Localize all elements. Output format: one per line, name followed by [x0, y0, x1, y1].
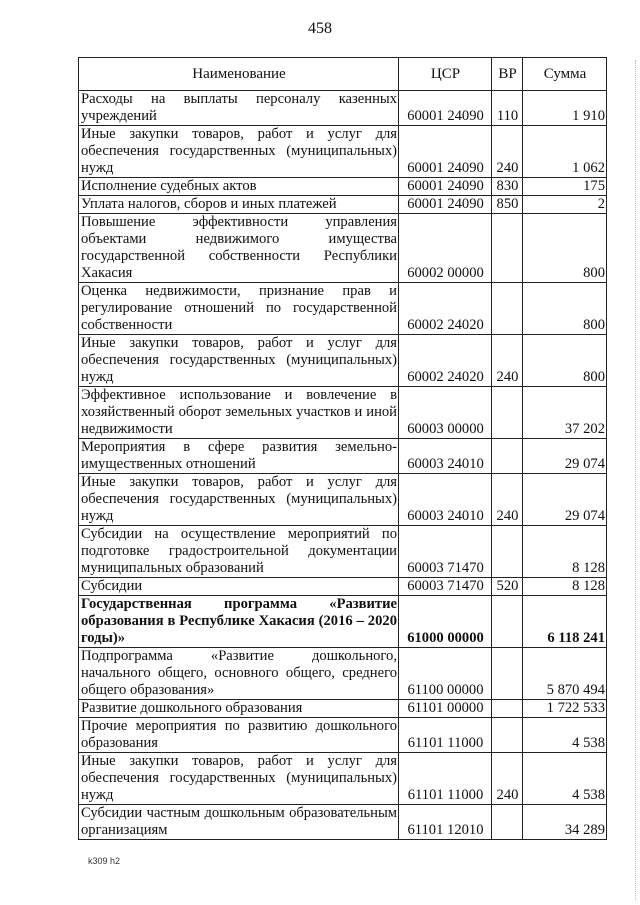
column-header-name: Наименование — [79, 58, 399, 91]
cell-vr: 240 — [492, 335, 523, 387]
table-row — [79, 126, 607, 178]
cell-csr: 60003 24010 — [399, 439, 492, 474]
column-header-sum: Сумма — [523, 58, 607, 91]
table-row — [79, 526, 607, 578]
cell-vr: 110 — [492, 91, 523, 126]
cell-sum: 1 722 533 — [523, 700, 607, 718]
cell-csr: 61100 00000 — [399, 648, 492, 700]
cell-name: Расходы на выплаты персоналу казенных учреждений — [79, 91, 399, 126]
cell-vr — [492, 439, 523, 474]
cell-name: Исполнение судебных актов — [79, 178, 399, 196]
cell-name: Эффективное использование и вовлечение в хозяйственный оборот земельных участков и иной недвижимости — [79, 387, 399, 439]
table-row — [79, 805, 607, 840]
cell-name: Субсидии на осуществление мероприятий по подготовке градостроительной документации муниципальных образований — [79, 526, 399, 578]
cell-name: Развитие дошкольного образования — [79, 700, 399, 718]
cell-sum: 1 910 — [523, 91, 607, 126]
table-row — [79, 700, 607, 718]
footer-document-code: k309 h2 — [88, 856, 121, 866]
cell-csr: 61000 00000 — [399, 596, 492, 648]
cell-vr — [492, 805, 523, 840]
table-row — [79, 578, 607, 596]
cell-name: Государственная программа «Развитие образования в Республике Хакасия (2016 – 2020 годы)» — [79, 596, 399, 648]
table-row — [79, 718, 607, 753]
cell-name: Иные закупки товаров, работ и услуг для обеспечения государственных (муниципальных) нужд — [79, 753, 399, 805]
cell-csr: 61101 11000 — [399, 753, 492, 805]
table-row — [79, 91, 607, 126]
cell-csr: 60003 71470 — [399, 526, 492, 578]
cell-csr: 60001 24090 — [399, 196, 492, 214]
page-number: 458 — [308, 20, 332, 37]
cell-vr — [492, 214, 523, 283]
cell-vr: 520 — [492, 578, 523, 596]
cell-sum: 4 538 — [523, 718, 607, 753]
table-row — [79, 214, 607, 283]
cell-name: Иные закупки товаров, работ и услуг для обеспечения государственных (муниципальных) нужд — [79, 126, 399, 178]
column-header-vr: ВР — [492, 58, 523, 91]
cell-csr: 60002 24020 — [399, 335, 492, 387]
table-row — [79, 283, 607, 335]
cell-sum: 5 870 494 — [523, 648, 607, 700]
column-header-csr: ЦСР — [399, 58, 492, 91]
cell-name: Оценка недвижимости, признание прав и регулирование отношений по государственной собственности — [79, 283, 399, 335]
table-row — [79, 439, 607, 474]
cell-sum: 8 128 — [523, 578, 607, 596]
cell-name: Повышение эффективности управления объектами недвижимого имущества государственной собственности Республики Хакасия — [79, 214, 399, 283]
cell-name: Прочие мероприятия по развитию дошкольного образования — [79, 718, 399, 753]
cell-sum: 29 074 — [523, 474, 607, 526]
cell-csr: 60001 24090 — [399, 126, 492, 178]
cell-name: Иные закупки товаров, работ и услуг для обеспечения государственных (муниципальных) нужд — [79, 335, 399, 387]
table-row — [79, 753, 607, 805]
cell-name: Мероприятия в сфере развития земельно-имущественных отношений — [79, 439, 399, 474]
table-row — [79, 178, 607, 196]
table-row — [79, 596, 607, 648]
cell-sum: 4 538 — [523, 753, 607, 805]
cell-csr: 60003 00000 — [399, 387, 492, 439]
cell-vr: 240 — [492, 753, 523, 805]
cell-vr: 850 — [492, 196, 523, 214]
cell-vr — [492, 283, 523, 335]
cell-vr — [492, 526, 523, 578]
cell-sum: 175 — [523, 178, 607, 196]
cell-csr: 61101 12010 — [399, 805, 492, 840]
cell-sum: 8 128 — [523, 526, 607, 578]
cell-csr: 60001 24090 — [399, 178, 492, 196]
cell-name: Субсидии — [79, 578, 399, 596]
cell-vr: 830 — [492, 178, 523, 196]
cell-sum: 800 — [523, 214, 607, 283]
cell-vr — [492, 700, 523, 718]
cell-sum: 2 — [523, 196, 607, 214]
cell-vr — [492, 387, 523, 439]
cell-vr: 240 — [492, 126, 523, 178]
cell-sum: 800 — [523, 283, 607, 335]
cell-csr: 61101 00000 — [399, 700, 492, 718]
table-row — [79, 335, 607, 387]
cell-name: Иные закупки товаров, работ и услуг для обеспечения государственных (муниципальных) нужд — [79, 474, 399, 526]
cell-csr: 60003 24010 — [399, 474, 492, 526]
cell-name: Субсидии частным дошкольным образовательным организациям — [79, 805, 399, 840]
table-header-row — [79, 58, 607, 91]
scan-margin-artifact — [634, 60, 636, 900]
table-row — [79, 648, 607, 700]
table-row — [79, 196, 607, 214]
cell-sum: 6 118 241 — [523, 596, 607, 648]
table-row — [79, 387, 607, 439]
budget-table — [78, 57, 607, 840]
cell-sum: 1 062 — [523, 126, 607, 178]
cell-name: Уплата налогов, сборов и иных платежей — [79, 196, 399, 214]
cell-sum: 800 — [523, 335, 607, 387]
cell-csr: 60003 71470 — [399, 578, 492, 596]
cell-csr: 60002 24020 — [399, 283, 492, 335]
cell-csr: 60001 24090 — [399, 91, 492, 126]
cell-sum: 34 289 — [523, 805, 607, 840]
cell-csr: 60002 00000 — [399, 214, 492, 283]
cell-csr: 61101 11000 — [399, 718, 492, 753]
cell-vr — [492, 718, 523, 753]
cell-sum: 29 074 — [523, 439, 607, 474]
cell-vr — [492, 596, 523, 648]
cell-name: Подпрограмма «Развитие дошкольного, начального общего, основного общего, среднего общего образования» — [79, 648, 399, 700]
cell-vr — [492, 648, 523, 700]
table-row — [79, 474, 607, 526]
cell-vr: 240 — [492, 474, 523, 526]
cell-sum: 37 202 — [523, 387, 607, 439]
